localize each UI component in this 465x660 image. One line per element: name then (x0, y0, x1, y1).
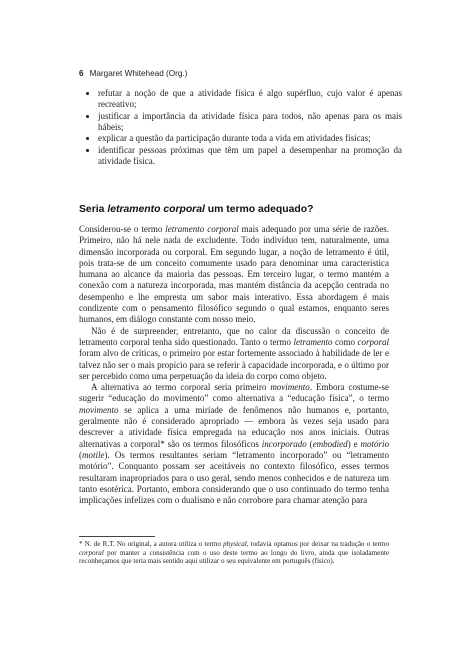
list-item: • explicar a questão da participação durante toda a vida em atividades físicas; (98, 133, 402, 144)
page-number: 6 (79, 69, 84, 78)
list-item: • identificar pessoas próximas que têm um papel a desempenhar na promoção da atividade física. (98, 145, 402, 167)
body-text (79, 224, 389, 506)
paragraph: A alternativa ao termo corporal seria primeiro movimento. Embora costume-se sugerir “educação do movimento” como alternativa a “educação física”, o termo movimento se aplica a uma miríade de fenômenos não humanos e, portanto, geralmente não é considerado apropriado — embora às vezes seja usado para descrever a atividade física empregada na educação nos anos iniciais. Outras alternativas a corporal* são os termos filosóficos incorporado (embodied) e motório (motile). Os termos resultantes seriam “letramento incorporado” ou “letramento motório”. Conquanto possam ser aceitáveis no contexto filosófico, esses termos resultaram inapropriados para o uso geral, sendo menos conhecidos e de natureza um tanto esotérica. Portanto, embora considerando que o uso continuado do termo tenha implicações infelizes com o dualismo e não corrobore para chamar atenção para (79, 382, 390, 506)
list-item: • justificar a importância da atividade física para todos, não apenas para os mais hábeis; (98, 111, 402, 133)
paragraph: Considerou-se o termo letramento corporal mais adequado por uma série de razões. Primeiro, não há nele nada de excludente. Todo indivíduo tem, naturalmente, uma dimensão incorporada ou corporal. Em segundo lugar, a noção de letramento é útil, pois trata-se de um conceito comumente usado para denominar uma característica humana ao alcance da maioria das pessoas. Em terceiro lugar, o termo mantém a conexão com a natureza incorporada, mas mantém distância da acepção centrada no desempenho e lhe empresta um sabor mais interativo. Essa abordagem é mais condizente com o pensamento filosófico segundo o qual estamos, enquanto seres humanos, em diálogo constante com nosso meio. (79, 224, 389, 325)
paragraph: Não é de surpreender, entretanto, que no calor da discussão o conceito de letramento corporal tenha sido questionado. Tanto o termo letramento como corporal foram alvo de críticas, o primeiro por estar fortemente associado à habilidade de ler e talvez não ser o mais propício para se referir à capacidade incorporada, e o último por ser percebido como uma perpetuação da ideia do corpo como objeto. (79, 325, 389, 381)
running-head-text: Margaret Whitehead (Org.) (89, 69, 188, 78)
list-item: • refutar a noção de que a atividade física é algo supérfluo, cujo valor é apenas recreativo; (98, 88, 402, 110)
objectives-list (85, 88, 402, 167)
footnote (79, 540, 389, 566)
footnote-rule (79, 536, 155, 537)
running-header (79, 69, 187, 78)
footnote-text: * N. de R.T. No original, a autora utiliza o termo physical, todavia optamos por deixar na tradução o termo corporal por manter a consistência com o uso deste termo ao longo do livro, ainda que isoladamente reconheçamos que teria mais sentido aqui utilizar o seu equivalente em português (físico). (79, 540, 389, 566)
section-heading: Seria letramento corporal um termo adequado? (79, 204, 314, 215)
